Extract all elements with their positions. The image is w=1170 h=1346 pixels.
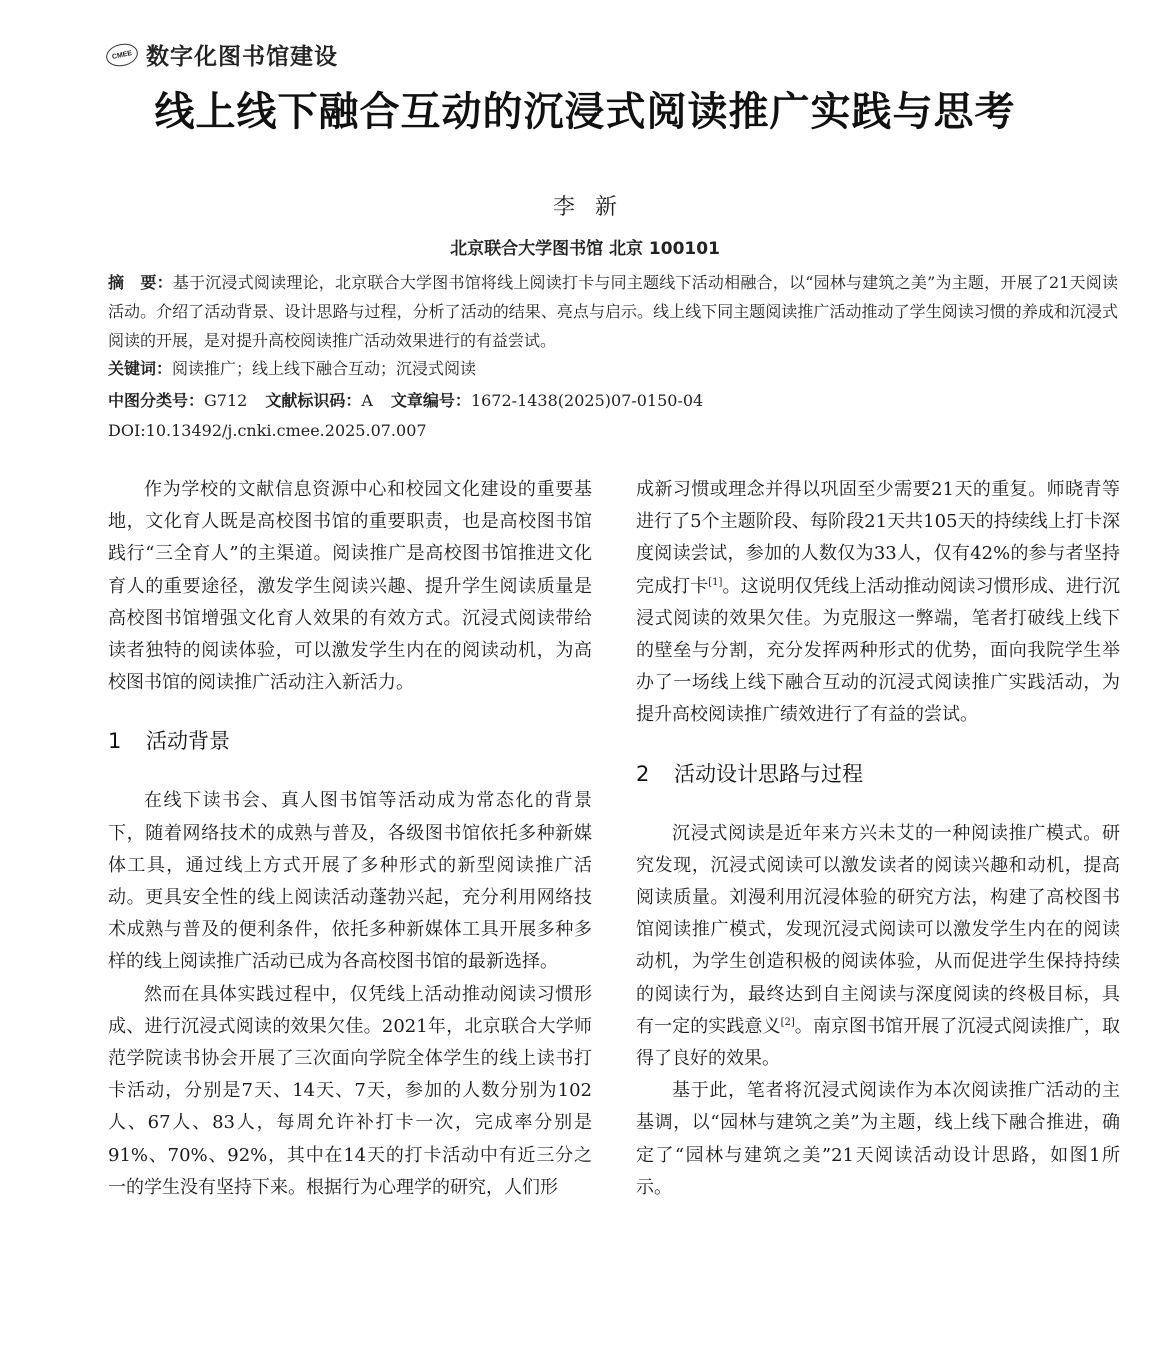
citation-ref[interactable]: [1] xyxy=(708,576,723,588)
article-no-value: 1672-1438(2025)07-0150-04 xyxy=(470,391,704,410)
section-title: 活动设计思路与过程 xyxy=(674,761,863,786)
section-title: 活动背景 xyxy=(146,729,230,754)
paragraph-text: 。南京图书馆开展了沉浸式阅读推广，取得了良好的效果。 xyxy=(636,1015,1120,1070)
section-number: 2 xyxy=(636,761,650,786)
classification-line xyxy=(108,386,1118,415)
section-heading-2 xyxy=(636,758,1120,790)
journal-header xyxy=(106,38,338,71)
clc-value: G712 xyxy=(204,391,248,410)
paragraph: 作为学校的文献信息资源中心和校园文化建设的重要基地，文化育人既是高校图书馆的重要职责，也是高校图书馆践行“三全育人”的主渠道。阅读推广是高校图书馆推进文化育人的重要途径，激发学生阅读兴趣、提升学生阅读质量是高校图书馆增强文化育人效果的有效方式。沉浸式阅读带给读者独特的阅读体验，可以激发学生内在的阅读动机，为高校图书馆的阅读推广活动注入新活力。 xyxy=(108,479,592,694)
doc-code-value: A xyxy=(361,391,373,410)
keywords xyxy=(108,354,1118,383)
paragraph xyxy=(636,474,1120,732)
paragraph-text: 沉浸式阅读是近年来方兴未艾的一种阅读推广模式。研究发现，沉浸式阅读可以激发读者的阅读兴趣和动机，提高阅读质量。刘漫利用沉浸体验的研究方法，构建了高校图书馆阅读推广模式，发现沉浸式阅读可以激发学生内在的阅读动机，为学生创造积极的阅读体验，从而促进学生保持持续的阅读行为，最终达到自主阅读与深度阅读的终极目标，具有一定的实践意义 xyxy=(636,822,1120,1037)
right-column xyxy=(636,474,1120,1204)
paragraph-text: 成新习惯或理念并得以巩固至少需要21天的重复。师晓青等进行了5个主题阶段、每阶段21天共105天的持续线上打卡深度阅读尝试，参加的人数仅为33人，仅有42%的参与者坚持完成打卡 xyxy=(636,479,1120,597)
affiliation: 北京联合大学图书馆 北京 100101 xyxy=(450,239,720,259)
paragraph xyxy=(636,818,1120,1076)
article-no-label: 文章编号： xyxy=(390,391,471,410)
section-heading-1 xyxy=(108,725,592,757)
keywords-label: 关键词： xyxy=(108,359,173,378)
section-number: 1 xyxy=(108,729,122,754)
left-column xyxy=(108,474,592,1204)
abstract-text: 基于沉浸式阅读理论，北京联合大学图书馆将线上阅读打卡与同主题线下活动相融合，以“园林与建筑之美”为主题，开展了21天阅读活动。介绍了活动背景、设计思路与过程，分析了活动的结果、亮点与启示。线上线下同主题阅读推广活动推动了学生阅读习惯的养成和沉浸式阅读的开展，是对提升高校阅读推广活动效果进行的有益尝试。 xyxy=(108,273,1118,350)
section-label: 数字化图书馆建设 xyxy=(146,44,338,70)
doi: DOI:10.13492/j.cnki.cmee.2025.07.007 xyxy=(108,421,427,440)
paragraph: 基于此，笔者将沉浸式阅读作为本次阅读推广活动的主基调，以“园林与建筑之美”为主题，线上线下融合推进，确定了“园林与建筑之美”21天阅读活动设计思路，如图1所示。 xyxy=(636,1080,1120,1198)
doc-code-label: 文献标识码： xyxy=(265,391,362,410)
paragraph: 然而在具体实践过程中，仅凭线上活动推动阅读习惯形成、进行沉浸式阅读的效果欠佳。2021年，北京联合大学师范学院读书协会开展了三次面向学院全体学生的线上读书打卡活动，分别是7天、14天、7天，参加的人数分别为102人、67人、83人，每周允许补打卡一次，完成率分别是91%、70%、92%，其中在14天的打卡活动中有近三分之一的学生没有坚持下来。根据行为心理学的研究，人们形 xyxy=(108,983,592,1198)
author: 李新 xyxy=(552,195,637,220)
abstract xyxy=(108,268,1118,355)
journal-logo: CMEE xyxy=(104,40,140,68)
article-title: 线上线下融合互动的沉浸式阅读推广实践与思考 xyxy=(154,89,1016,135)
paragraph: 在线下读书会、真人图书馆等活动成为常态化的背景下，随着网络技术的成熟与普及，各级图书馆依托多种新媒体工具，通过线上方式开展了多种形式的新型阅读推广活动。更具安全性的线上阅读活动蓬勃兴起，充分利用网络技术成熟与普及的便利条件，依托多种新媒体工具开展多种多样的线上阅读推广活动已成为各高校图书馆的最新选择。 xyxy=(108,790,592,973)
abstract-label: 摘 要： xyxy=(108,273,173,292)
keywords-text: 阅读推广；线上线下融合互动；沉浸式阅读 xyxy=(172,359,477,378)
citation-ref[interactable]: [2] xyxy=(780,1016,795,1028)
clc-label: 中图分类号： xyxy=(108,391,205,410)
paragraph-text: 。这说明仅凭线上活动推动阅读习惯形成、进行沉浸式阅读的效果欠佳。为克服这一弊端，笔者打破线上线下的壁垒与分割，充分发挥两种形式的优势，面向我院学生举办了一场线上线下融合互动的沉浸式阅读推广实践活动，为提升高校阅读推广绩效进行了有益的尝试。 xyxy=(636,575,1120,726)
